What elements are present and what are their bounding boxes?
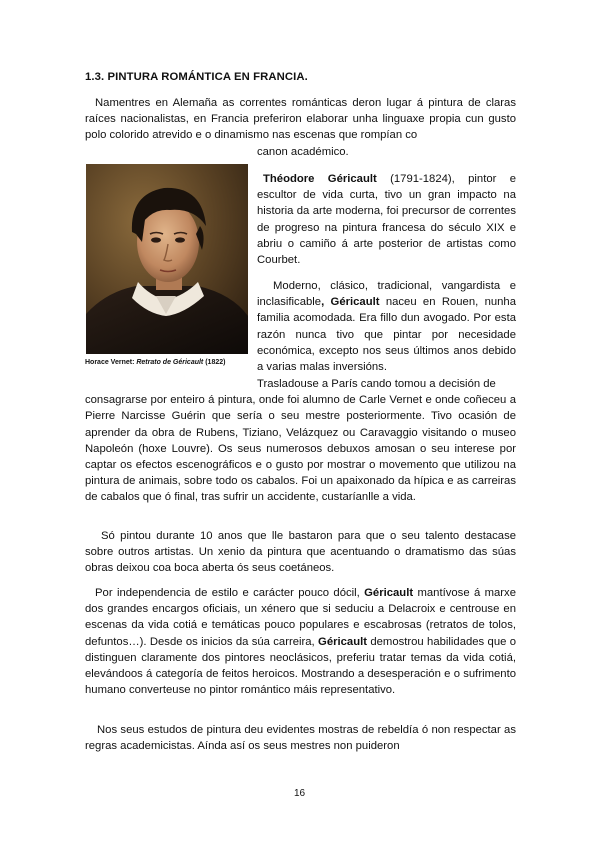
biography-name: , Géricault xyxy=(321,296,380,309)
caption-year: (1822) xyxy=(203,359,226,366)
intro-paragraph-text: Namentres en Alemaña as correntes románticas deron lugar á pintura de claras raíces nacionalistas, en Francia preferiron elaborar unha linguaxe propia cun gusto polo colorido atrevido e o dinamismo nas escenas que rompían co xyxy=(85,97,516,142)
studies-paragraph xyxy=(85,722,516,754)
style-text-2: mantívose á marxe dos grandes encargos oficiais, un xénero que si seduciu a Delacroix e centrouse en escenas da vida cotiá e temáticas pouco populares e escabrosas (retratos de tolos, defuntos…). Desde os inicios da súa carreira, xyxy=(85,587,516,648)
style-paragraph xyxy=(85,585,516,698)
intro-paragraph-last-line: canon académico. xyxy=(257,145,349,158)
portrait-painting xyxy=(86,164,248,354)
biography-paragraph-side xyxy=(257,278,516,375)
biography-intro: Moderno, clásico, tradicional, vangardista e inclasificable xyxy=(257,280,516,309)
intro-paragraph xyxy=(85,95,516,160)
artist-name: Théodore Géricault xyxy=(263,173,377,185)
biography-paragraph-full xyxy=(85,376,516,506)
style-name-2: Géricault xyxy=(318,635,368,648)
portrait-image xyxy=(86,164,248,354)
gericault-intro-paragraph xyxy=(257,171,516,268)
page-number: 16 xyxy=(293,788,306,799)
gericault-intro-text: (1791-1824), pintor e escultor de vida curta, tivo un gran impacto na historia da arte moderna, foi precursor de correntes de progreso na pintura francesa do século XIX e abriu o camiño á arte posterior de artistas como Courbet. xyxy=(257,173,516,267)
portrait-caption xyxy=(85,359,253,366)
studies-paragraph-text: Nos seus estudos de pintura deu evidentes mostras de rebeldía ó non respectar as regras academicistas. Aínda así os seus mestres non puideron xyxy=(85,724,516,753)
caption-title: Retrato de Géricault xyxy=(136,359,204,366)
biography-first-full-line: Trasladouse a París cando tomou a decisión de xyxy=(257,378,496,390)
section-heading: 1.3. PINTURA ROMÁNTICA EN FRANCIA. xyxy=(85,71,308,83)
style-text-1: Por independencia de estilo e carácter pouco dócil, xyxy=(95,587,365,599)
career-paragraph xyxy=(85,528,516,577)
caption-author: Horace Vernet: xyxy=(85,359,137,366)
biography-side-text: naceu en Rouen, nunha familia acomodada. Era fillo dun avogado. Por esta razón nunca tivo que pintar por necesidade económica, excepto nos seus últimos anos debido a varias malas inversións. xyxy=(257,296,516,374)
style-name-1: Géricault xyxy=(364,587,414,599)
career-paragraph-text: Só pintou durante 10 anos que lle bastaron para que o seu talento destacase sobre outros artistas. Un xenio da pintura que acentuando o dramatismo das súas obras deixou coa boca aberta ós seus coetáneos. xyxy=(85,530,516,575)
style-text-3: demostrou habilidades que o distinguen claramente dos pintores neoclásicos, preferiu tratar temas da vida cotiá, elevándoos á categoría de feitos heroicos. Mostrando a desesperación e o sufrimento humano converteuse no pintor romántico máis representativo. xyxy=(85,635,516,697)
biography-full-text: consagrarse por enteiro á pintura, onde foi alumno de Carle Vernet e onde coñeceu a Pierre Narcisse Guérin que sería o seu mestre posteriormente. Tivo ocasión de aprender da obra de Rubens, Tiziano, Velázquez ou Caravaggio visitando o museo Napoleón (hoxe Louvre). Os seus numerosos debuxos amosan o seu interese por captar os efectos escenográficos e o gusto por mostrar o movemento que utilizou na pintura de animais, sobre todo os cabalos. Foi un apaixonado da hípica e as carreiras de cabalos que ó final, tras sufrir un accidente, custaríanlle a vida. xyxy=(85,394,516,504)
